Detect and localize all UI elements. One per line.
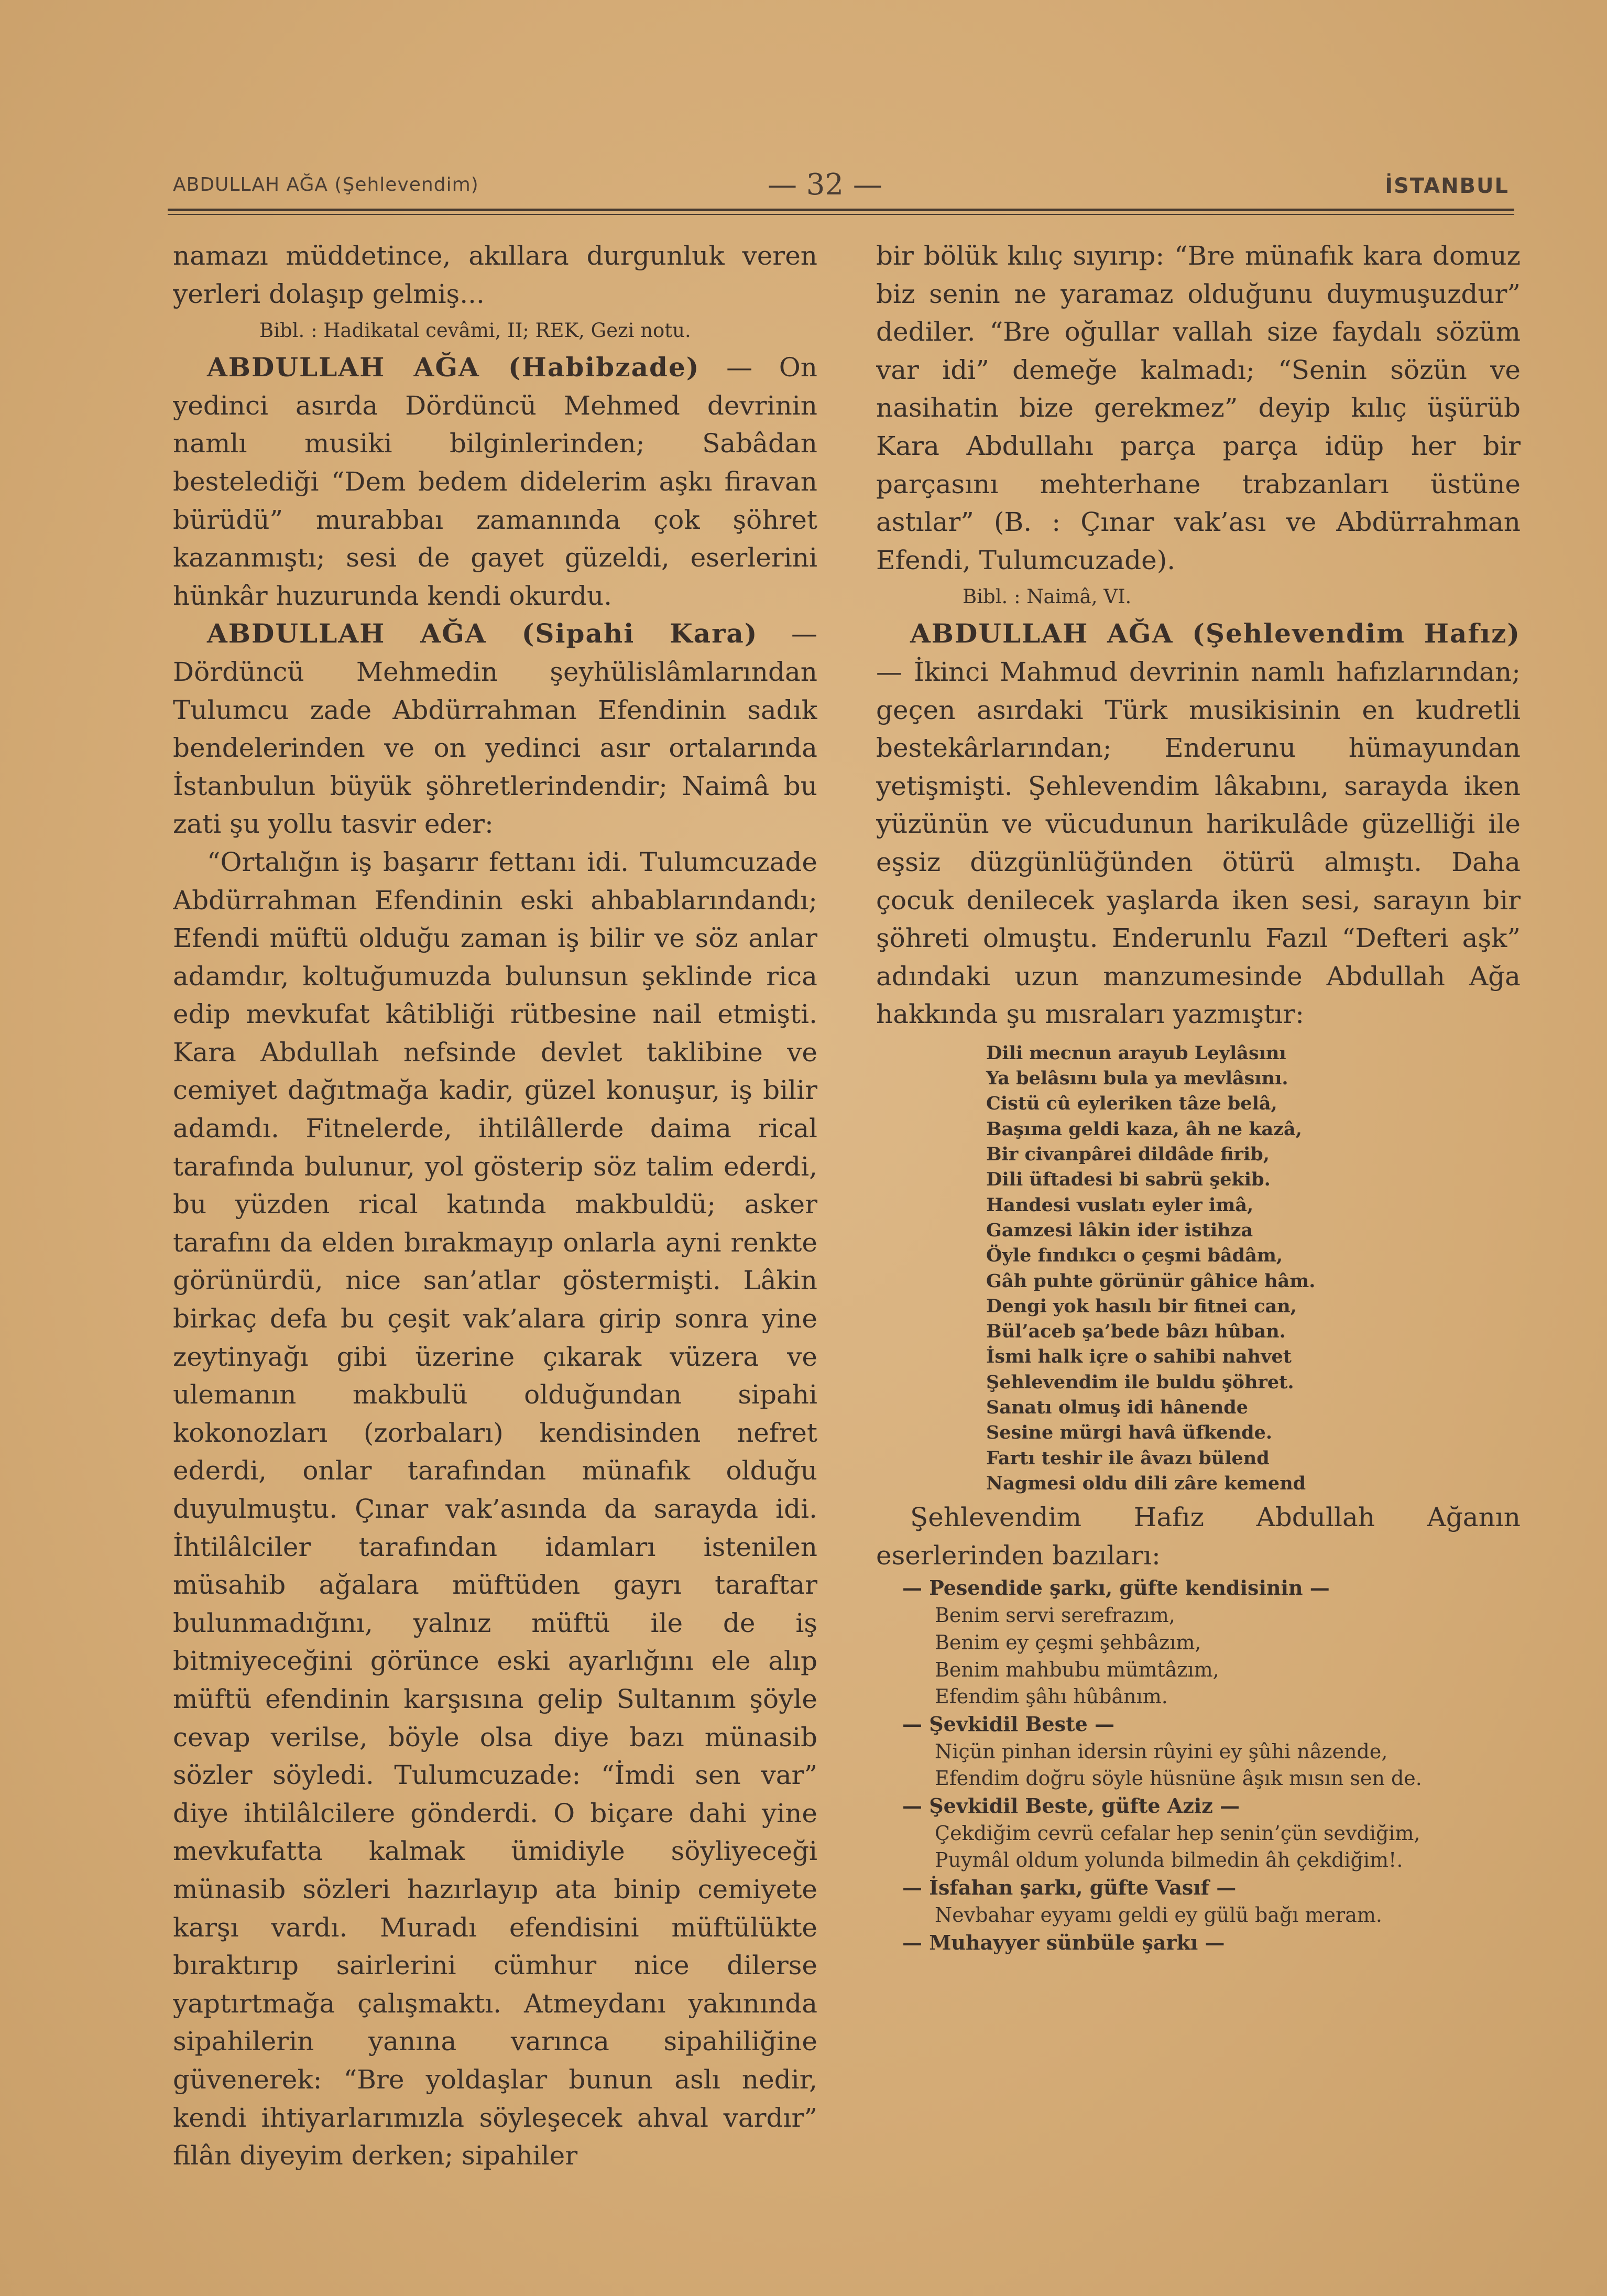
entry-text: — On yedinci asırda Dördüncü Mehmed devrinin namlı musiki bilginlerinden; Sabâdan bestelediği “Dem bedem didelerim aşkı firavan bürüdü” murabbaı zamanında çok şöhret kazanmıştı; sesi de gayet güzeldi, eserlerini hünkâr huzurunda kendi okurdu. — [173, 352, 817, 611]
paragraph: bir bölük kılıç sıyırıp: “Bre münafık kara domuz biz senin ne yaramaz olduğunu duymuşuzdur” dediler. “Bre oğullar vallah size faydalı sözüm var idi” demeğe kalmadı; “Senin sözün ve nasihatin bize gerekmez” deyip kılıç üşürüb Kara Abdullahı parça parça idüp her bir parçasını mehterhane trabzanları üstüne astılar” (B. : Çınar vak’ası ve Abdürrahman Efendi, Tulumcuzade). — [876, 241, 1521, 575]
paragraph: namazı müddetince, akıllara durgunluk veren yerleri dolaşıp gelmiş... — [173, 241, 817, 309]
header-rule-thick — [168, 209, 1514, 211]
bibliography: Bibl. : Hadikatal cevâmi, II; REK, Gezi notu. — [259, 319, 691, 342]
header-rule-thin — [168, 214, 1514, 215]
work-title-text: — Pesendide şarkı, güfte kendisinin — — [902, 1576, 1330, 1600]
work-line: Nevbahar eyyamı geldi ey gülü bağı meram. — [935, 1903, 1382, 1927]
running-header — [173, 168, 1509, 204]
work-line: Puymâl oldum yolunda bilmedin âh çekdiğim!. — [935, 1848, 1403, 1872]
work-title — [876, 1574, 1521, 1602]
work-line: Çekdiğim cevrü cefalar hep senin’çün sevdiğim, — [935, 1821, 1420, 1845]
work-line: Benim servi serefrazım, — [935, 1604, 1175, 1627]
bibliography: Bibl. : Naimâ, VI. — [963, 585, 1132, 608]
entry-text: — İkinci Mahmud devrinin namlı hafızlarından; geçen asırdaki Türk musikisinin en kudretli bestekârlarından; Enderunu hümayundan yetişmişti. Şehlevendim lâkabını, sarayda iken yüzünün ve vücudunun harikulâde güzelliği ile eşsiz düzgünlüğünden ötürü almıştı. Daha çocuk denilecek yaşlarda iken sesi, sarayın bir şöhreti olmuştu. Enderunlu Fazıl “Defteri aşk” adındaki uzun manzumesinde Abdullah Ağa hakkında şu mısraları yazmıştır: — [876, 656, 1521, 1030]
verse-line: İsmi halk içre o sahibi nahvet — [986, 1346, 1292, 1368]
verse-line: Ya belâsını bula ya mevlâsını. — [986, 1068, 1288, 1090]
verse-line: Nagmesi oldu dili zâre kemend — [986, 1472, 1306, 1494]
right-column — [876, 237, 1521, 2244]
entry-title: ABDULLAH AĞA (Şehlevendim Hafız) — [910, 618, 1521, 649]
work-title — [876, 1711, 1521, 1738]
verse-line: Bir civanpârei dildâde firib, — [986, 1144, 1270, 1166]
verse-line: Cistü cû eyleriken tâze belâ, — [986, 1093, 1277, 1115]
work-title-text: — Şevkidil Beste, güfte Aziz — — [902, 1794, 1240, 1818]
work-title-text: — İsfahan şarkı, güfte Vasıf — — [902, 1876, 1237, 1900]
verse-line: Şehlevendim ile buldu şöhret. — [986, 1371, 1294, 1393]
work-title-text: — Şevkidil Beste — — [902, 1712, 1115, 1736]
entry-sehlevendim — [876, 615, 1521, 1033]
verse-line: Sanatı olmuş idi hânende — [986, 1397, 1249, 1419]
verse-line: Dili mecnun arayub Leylâsını — [986, 1042, 1286, 1064]
entry-text: — Dördüncü Mehmedin şeyhülislâmlarından Tulumcu zade Abdürrahman Efendinin sadık bendelerinden ve on yedinci asır ortalarında İstanbulun büyük şöhretlerindendir; Naimâ bu zati şu yollu tasvir eder: — [173, 618, 817, 840]
work-title — [876, 1792, 1521, 1820]
verse-line: Sesine mürgi havâ üfkende. — [986, 1422, 1273, 1444]
work-title — [876, 1874, 1521, 1902]
header-left-title: ABDULLAH AĞA (Şehlevendim) — [173, 174, 479, 195]
entry-sipahi-kara — [173, 615, 817, 843]
entry-title: ABDULLAH AĞA (Habibzade) — [207, 352, 700, 383]
work-title-text: — Muhayyer sünbüle şarkı — — [902, 1930, 1225, 1954]
left-column — [173, 237, 817, 2244]
verse-block — [876, 1041, 1521, 1496]
verse-line: Fartı teshir ile âvazı bülend — [986, 1447, 1270, 1469]
quotation: “Ortalığın iş başarır fettanı idi. Tulumcuzade Abdürrahman Efendinin eski ahbablarındandı; Efendi müftü olduğu zaman iş bilir ve söz anlar adamdır, koltuğumuzda bulunsun şeklinde rica edip mevkufat kâtibliği rütbesine nail etmişti. Kara Abdullah nefsinde devlet taklibine ve cemiyet dağıtmağa kadir, güzel konuşur, iş bilir adamdı. Fitnelerde, ihtilâllerde daima rical tarafında bulunur, yol gösterip söz talim ederdi, bu yüzden rical katında makbuldü; asker tarafını da elden bırakmayıp onlarla ayni renkte görünürdü, nice san’atlar göstermişti. Lâkin birkaç defa bu çeşit vak’alara girip sonra yine zeytinyağı gibi üzerine çıkarak vüzera ve ulemanın makbulü olduğundan sipahi kokonozları (zorbaları) kendisinden nefret ederdi, onlar tarafından münafık olduğu duyulmuştu. Çınar vak’asında da sarayda idi. İhtilâlciler tarafından idamları istenilen müsahib ağalara müftüden gayrı taraftar bulunmadığını, yalnız müftü ile de iş bitmiyeceğini görünce eski ayarlığını ele alıp müftü efendinin karşısına gelip Sultanım şöyle cevap verilse, böyle olsa diye bazı münasib sözler söyledi. Tulumcuzade: “İmdi sen var” diye ihtilâlcilere gönderdi. O biçare dahi yine mevkufatta kalmak ümidiyle söyliyeceği münasib sözleri hazırlayıp ata binip cemiyete karşı vardı. Muradı efendisini müftülükte bıraktırıp sairlerini cümhur nice dilerse yaptırtmağa çalışmaktı. Atmeydanı yakınında sipahilerin yanına varınca sipahiliğine güvenerek: “Bre yoldaşlar bunun aslı nedir, kendi ihtiyarlarımızla söyleşecek ahval vardır” filân diyeyim derken; sipahiler — [173, 846, 817, 2171]
verse-line: Dengi yok hasılı bir fitnei can, — [986, 1295, 1297, 1317]
work-line: Efendim şâhı hûbânım. — [935, 1685, 1168, 1709]
work-line: Benim mahbubu mümtâzım, — [935, 1658, 1219, 1681]
paragraph: Şehlevendim Hafız Abdullah Ağanın eserlerinden bazıları: — [876, 1502, 1521, 1571]
entry-habibzade — [173, 349, 817, 615]
verse-line: Dili üftadesi bi sabrü şekib. — [986, 1169, 1271, 1191]
work-line: Niçün pinhan idersin rûyini ey şûhi nâzende, — [935, 1739, 1388, 1763]
verse-line: Gâh puhte görünür gâhice hâm. — [986, 1270, 1316, 1292]
work-line: Benim ey çeşmi şehbâzım, — [935, 1630, 1201, 1654]
entry-title: ABDULLAH AĞA (Sipahi Kara) — [207, 618, 758, 649]
verse-line: Öyle fındıkcı o çeşmi bâdâm, — [986, 1245, 1283, 1267]
verse-line: Başıma geldi kaza, âh ne kazâ, — [986, 1118, 1302, 1140]
verse-line: Bül’aceb şa’bede bâzı hûban. — [986, 1321, 1286, 1343]
work-title — [876, 1929, 1521, 1957]
verse-line: Handesi vuslatı eyler imâ, — [986, 1194, 1254, 1216]
verse-line: Gamzesi lâkin ider istihza — [986, 1219, 1253, 1241]
header-right-title: İSTANBUL — [1385, 174, 1509, 198]
work-line: Efendim doğru söyle hüsnüne âşık mısın sen de. — [935, 1767, 1422, 1790]
page-number: — 32 — — [768, 168, 882, 202]
